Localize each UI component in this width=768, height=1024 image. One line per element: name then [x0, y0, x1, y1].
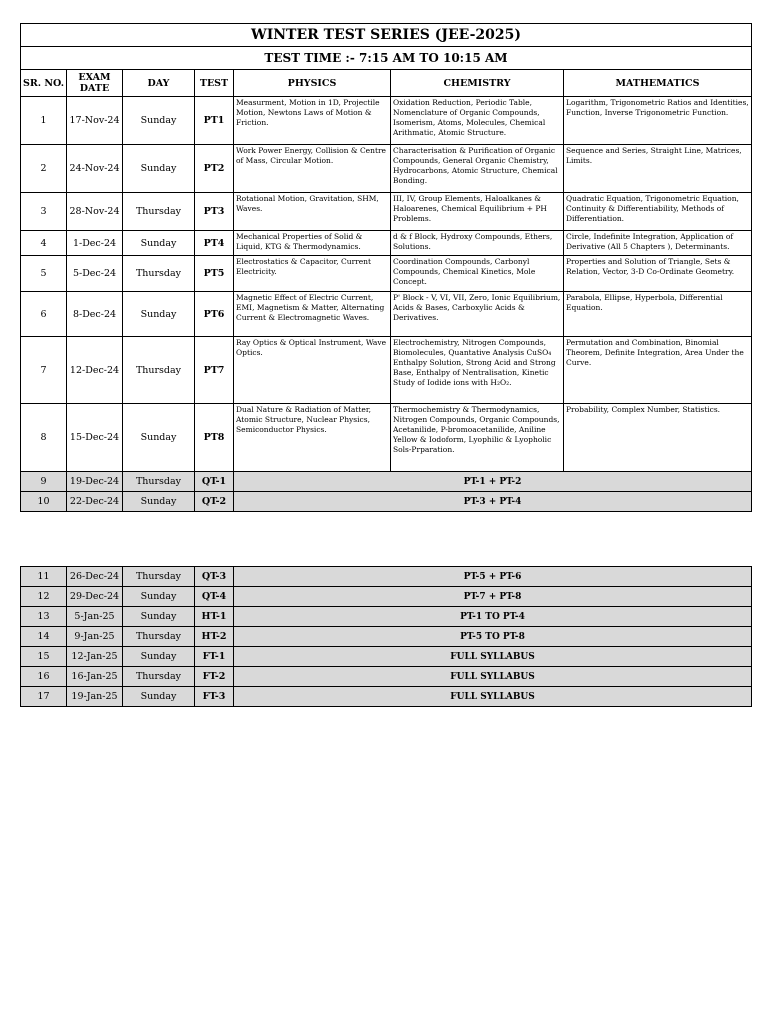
- test-code-cell: PT2: [195, 145, 234, 193]
- test-code-cell: FT-3: [195, 687, 234, 707]
- syllabus-cell: PT-7 + PT-8: [234, 587, 752, 607]
- day-cell: Thursday: [123, 627, 195, 647]
- chemistry-topics-cell: Thermochemistry & Thermodynamics, Nitrogen Compounds, Organic Compounds, Acetanilide, P-bromoacetanilide, Aniline Yellow & Iodoform, Lyophilic & Lyopholic Sols-Prparation.: [391, 404, 564, 472]
- mathematics-topics-cell: Probability, Complex Number, Statistics.: [564, 404, 752, 472]
- syllabus-cell: PT-5 + PT-6: [234, 567, 752, 587]
- summary-row: [21, 667, 752, 687]
- test-code-cell: PT1: [195, 97, 234, 145]
- header-exam-date: EXAM DATE: [67, 70, 123, 97]
- table-header-row: [21, 70, 752, 97]
- test-code-cell: QT-1: [195, 472, 234, 492]
- exam-date-cell: 12-Dec-24: [67, 337, 123, 404]
- exam-date-cell: 26-Dec-24: [67, 567, 123, 587]
- summary-row: [21, 492, 752, 512]
- summary-row: [21, 627, 752, 647]
- test-code-cell: QT-3: [195, 567, 234, 587]
- test-code-cell: PT8: [195, 404, 234, 472]
- test-code-cell: HT-2: [195, 627, 234, 647]
- day-cell: Sunday: [123, 404, 195, 472]
- mathematics-topics-cell: Properties and Solution of Triangle, Sets & Relation, Vector, 3-D Co-Ordinate Geometry.: [564, 256, 752, 292]
- day-cell: Thursday: [123, 567, 195, 587]
- exam-date-cell: 22-Dec-24: [67, 492, 123, 512]
- day-cell: Sunday: [123, 607, 195, 627]
- chemistry-topics-cell: III, IV, Group Elements, Haloalkanes & Haloarenes, Chemical Equilibrium + PH Problems.: [391, 193, 564, 231]
- physics-topics-cell: Ray Optics & Optical Instrument, Wave Optics.: [234, 337, 391, 404]
- exam-date-cell: 12-Jan-25: [67, 647, 123, 667]
- exam-date-cell: 5-Dec-24: [67, 256, 123, 292]
- day-cell: Sunday: [123, 687, 195, 707]
- physics-topics-cell: Measurment, Motion in 1D, Projectile Motion, Newtons Laws of Motion & Friction.: [234, 97, 391, 145]
- physics-topics-cell: Magnetic Effect of Electric Current, EMI, Magnetism & Matter, Alternating Current & Electromagnetic Waves.: [234, 292, 391, 337]
- syllabus-cell: FULL SYLLABUS: [234, 647, 752, 667]
- table-row: [21, 193, 752, 231]
- sr-no-cell: 4: [21, 231, 67, 256]
- sr-no-cell: 10: [21, 492, 67, 512]
- exam-date-cell: 15-Dec-24: [67, 404, 123, 472]
- day-cell: Thursday: [123, 256, 195, 292]
- sr-no-cell: 15: [21, 647, 67, 667]
- exam-date-cell: 19-Dec-24: [67, 472, 123, 492]
- exam-date-cell: 9-Jan-25: [67, 627, 123, 647]
- sr-no-cell: 14: [21, 627, 67, 647]
- header-test: TEST: [195, 70, 234, 97]
- test-code-cell: QT-2: [195, 492, 234, 512]
- summary-row: [21, 607, 752, 627]
- exam-date-cell: 5-Jan-25: [67, 607, 123, 627]
- physics-topics-cell: Dual Nature & Radiation of Matter, Atomic Structure, Nuclear Physics, Semiconductor Physics.: [234, 404, 391, 472]
- table-row: [21, 292, 752, 337]
- sr-no-cell: 2: [21, 145, 67, 193]
- chemistry-topics-cell: Oxidation Reduction, Periodic Table, Nomenclature of Organic Compounds, Isomerism, Atoms, Molecules, Chemical Arithmatic, Atomic Structure.: [391, 97, 564, 145]
- table-row: [21, 256, 752, 292]
- sr-no-cell: 8: [21, 404, 67, 472]
- day-cell: Sunday: [123, 145, 195, 193]
- test-code-cell: PT6: [195, 292, 234, 337]
- chemistry-topics-cell: d & f Block, Hydroxy Compounds, Ethers, Solutions.: [391, 231, 564, 256]
- sr-no-cell: 1: [21, 97, 67, 145]
- exam-date-cell: 16-Jan-25: [67, 667, 123, 687]
- day-cell: Sunday: [123, 231, 195, 256]
- sr-no-cell: 11: [21, 567, 67, 587]
- test-code-cell: HT-1: [195, 607, 234, 627]
- test-code-cell: PT3: [195, 193, 234, 231]
- header-sr-no: SR. NO.: [21, 70, 67, 97]
- day-cell: Thursday: [123, 667, 195, 687]
- header-mathematics: MATHEMATICS: [564, 70, 752, 97]
- syllabus-cell: FULL SYLLABUS: [234, 667, 752, 687]
- test-code-cell: PT7: [195, 337, 234, 404]
- header-day: DAY: [123, 70, 195, 97]
- physics-topics-cell: Rotational Motion, Gravitation, SHM, Waves.: [234, 193, 391, 231]
- syllabus-cell: PT-5 TO PT-8: [234, 627, 752, 647]
- sr-no-cell: 17: [21, 687, 67, 707]
- mathematics-topics-cell: Parabola, Ellipse, Hyperbola, Differential Equation.: [564, 292, 752, 337]
- mathematics-topics-cell: Sequence and Series, Straight Line, Matrices, Limits.: [564, 145, 752, 193]
- sr-no-cell: 12: [21, 587, 67, 607]
- exam-date-cell: 8-Dec-24: [67, 292, 123, 337]
- summary-row: [21, 587, 752, 607]
- day-cell: Sunday: [123, 647, 195, 667]
- test-time: TEST TIME :- 7:15 AM TO 10:15 AM: [21, 47, 752, 70]
- syllabus-cell: FULL SYLLABUS: [234, 687, 752, 707]
- sr-no-cell: 3: [21, 193, 67, 231]
- sr-no-cell: 9: [21, 472, 67, 492]
- physics-topics-cell: Work Power Energy, Collision & Centre of Mass, Circular Motion.: [234, 145, 391, 193]
- test-code-cell: FT-2: [195, 667, 234, 687]
- day-cell: Sunday: [123, 587, 195, 607]
- syllabus-cell: PT-1 + PT-2: [234, 472, 752, 492]
- schedule-table: [20, 23, 752, 512]
- exam-date-cell: 17-Nov-24: [67, 97, 123, 145]
- sr-no-cell: 6: [21, 292, 67, 337]
- sr-no-cell: 5: [21, 256, 67, 292]
- test-code-cell: PT4: [195, 231, 234, 256]
- exam-date-cell: 24-Nov-24: [67, 145, 123, 193]
- day-cell: Thursday: [123, 472, 195, 492]
- physics-topics-cell: Mechanical Properties of Solid & Liquid, KTG & Thermodynamics.: [234, 231, 391, 256]
- day-cell: Sunday: [123, 492, 195, 512]
- table-row: [21, 97, 752, 145]
- test-code-cell: QT-4: [195, 587, 234, 607]
- day-cell: Sunday: [123, 97, 195, 145]
- exam-date-cell: 28-Nov-24: [67, 193, 123, 231]
- exam-date-cell: 29-Dec-24: [67, 587, 123, 607]
- syllabus-cell: PT-3 + PT-4: [234, 492, 752, 512]
- sr-no-cell: 13: [21, 607, 67, 627]
- page-title: WINTER TEST SERIES (JEE-2025): [21, 24, 752, 47]
- table-row: [21, 231, 752, 256]
- chemistry-topics-cell: P' Block - V, VI, VII, Zero, Ionic Equilibrium, Acids & Bases, Carboxylic Acids & Derivatives.: [391, 292, 564, 337]
- header-physics: PHYSICS: [234, 70, 391, 97]
- table-row: [21, 145, 752, 193]
- test-code-cell: FT-1: [195, 647, 234, 667]
- mathematics-topics-cell: Logarithm, Trigonometric Ratios and Identities, Function, Inverse Trigonometric Function.: [564, 97, 752, 145]
- test-code-cell: PT5: [195, 256, 234, 292]
- physics-topics-cell: Electrostatics & Capacitor, Current Electricity.: [234, 256, 391, 292]
- chemistry-topics-cell: Characterisation & Purification of Organic Compounds, General Organic Chemistry, Hydrocarbons, Atomic Structure, Chemical Bonding.: [391, 145, 564, 193]
- exam-date-cell: 1-Dec-24: [67, 231, 123, 256]
- summary-row: [21, 647, 752, 667]
- day-cell: Thursday: [123, 337, 195, 404]
- day-cell: Sunday: [123, 292, 195, 337]
- summary-row: [21, 687, 752, 707]
- exam-date-cell: 19-Jan-25: [67, 687, 123, 707]
- mathematics-topics-cell: Circle, Indefinite Integration, Application of Derivative (All 5 Chapters ), Determinants.: [564, 231, 752, 256]
- summary-row: [21, 472, 752, 492]
- table-row: [21, 337, 752, 404]
- syllabus-cell: PT-1 TO PT-4: [234, 607, 752, 627]
- header-chemistry: CHEMISTRY: [391, 70, 564, 97]
- table-row: [21, 404, 752, 472]
- summary-row: [21, 567, 752, 587]
- mathematics-topics-cell: Permutation and Combination, Binomial Theorem, Definite Integration, Area Under the Curve.: [564, 337, 752, 404]
- chemistry-topics-cell: Coordination Compounds, Carbonyl Compounds, Chemical Kinetics, Mole Concept.: [391, 256, 564, 292]
- day-cell: Thursday: [123, 193, 195, 231]
- chemistry-topics-cell: Electrochemistry, Nitrogen Compounds, Biomolecules, Quantative Analysis CuSO₄ Enthalpy Solution, Strong Acid and Strong Base, Enthalpy of Nentralisation, Kinetic Study of Iodide ions with H₂O₂.: [391, 337, 564, 404]
- sr-no-cell: 16: [21, 667, 67, 687]
- sr-no-cell: 7: [21, 337, 67, 404]
- schedule-table-continued: [20, 566, 752, 707]
- mathematics-topics-cell: Quadratic Equation, Trigonometric Equation, Continuity & Differentiability, Methods of Differentiation.: [564, 193, 752, 231]
